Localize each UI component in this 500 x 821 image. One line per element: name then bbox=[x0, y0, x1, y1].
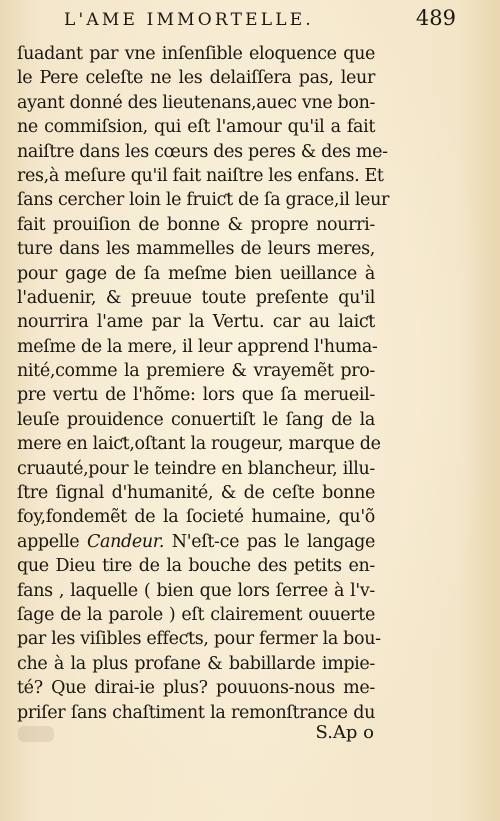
text-line: leuſe prouidence conuertiſt le ſang de la bbox=[17, 409, 375, 430]
text-line: pre vertu de l'hõme: lors que ſa merueil- bbox=[17, 385, 375, 406]
page-header bbox=[56, 4, 456, 34]
text-line: par les viſibles effeƈts, pour fermer la bou- bbox=[17, 629, 381, 650]
text-line: mere en laiƈt,oſtant la rougeur, marque de bbox=[17, 434, 381, 455]
text-line: ſage de la parole ) eſt clairement ouuerte bbox=[17, 604, 375, 625]
text-line: fans , laquelle ( bien que lors ſerree à l'v- bbox=[17, 580, 375, 601]
text-line: ſans cercher loin le fruiƈt de ſa grace,il leur bbox=[17, 190, 390, 211]
text-line: res,à meſure qu'il fait naiſtre les enfans. Et bbox=[17, 165, 384, 186]
text-line: ſuadant par vne inſenſible eloquence que bbox=[17, 44, 375, 64]
ink-smudge bbox=[18, 726, 54, 742]
text-line: ne commiſsion, qui eſt l'amour qu'il a fait bbox=[17, 117, 375, 138]
page-number: 489 bbox=[415, 6, 456, 30]
text-line: foy,fondemẽt de la ſocieté humaine, qu'õ bbox=[17, 507, 375, 528]
line-text: appelle bbox=[17, 531, 87, 552]
text-line: ſtre ſignal d'humanité, & de ceſte bonne bbox=[17, 483, 375, 504]
text-line: fait prouiſion de bonne & propre nourri- bbox=[17, 214, 375, 235]
text-line: naiſtre dans les cœurs des peres & des me- bbox=[17, 141, 388, 162]
running-head: L'AME IMMORTELLE. bbox=[64, 10, 314, 30]
text-line: ture dans les mammelles de leurs meres, bbox=[17, 239, 375, 260]
text-line: ayant donné des lieutenans,auec vne bon- bbox=[17, 92, 376, 113]
line-text: N'eſt-ce pas le langage bbox=[164, 531, 375, 552]
body-text bbox=[17, 42, 390, 725]
text-line: che à la plus profane & babillarde impie- bbox=[17, 653, 375, 674]
text-line: l'aduenir, & preuue toute preſente qu'il bbox=[17, 287, 375, 308]
catchword: S.Ap o bbox=[315, 722, 374, 743]
text-line: nité,comme la premiere & vrayemẽt pro- bbox=[17, 361, 375, 382]
text-line: priſer ſans chaſtiment la remonſtrance du bbox=[17, 702, 375, 723]
text-line: meſme de la mere, il leur apprend l'huma- bbox=[17, 336, 378, 357]
italic-term: Candeur. bbox=[86, 531, 165, 552]
text-line: nourrira l'ame par la Vertu. car au laiƈt bbox=[17, 312, 375, 333]
text-line: le Pere celeſte ne les delaiſſera pas, leur bbox=[17, 68, 375, 89]
text-line: cruauté,pour le teindre en blancheur, illu- bbox=[17, 458, 375, 479]
text-line: que Dieu tire de la bouche des petits en- bbox=[17, 556, 375, 577]
text-line: pour gage de ſa meſme bien ueillance à bbox=[17, 263, 375, 284]
text-line bbox=[17, 530, 375, 554]
text-line: té? Que dirai-ie plus? pouuons-nous me- bbox=[17, 678, 375, 699]
